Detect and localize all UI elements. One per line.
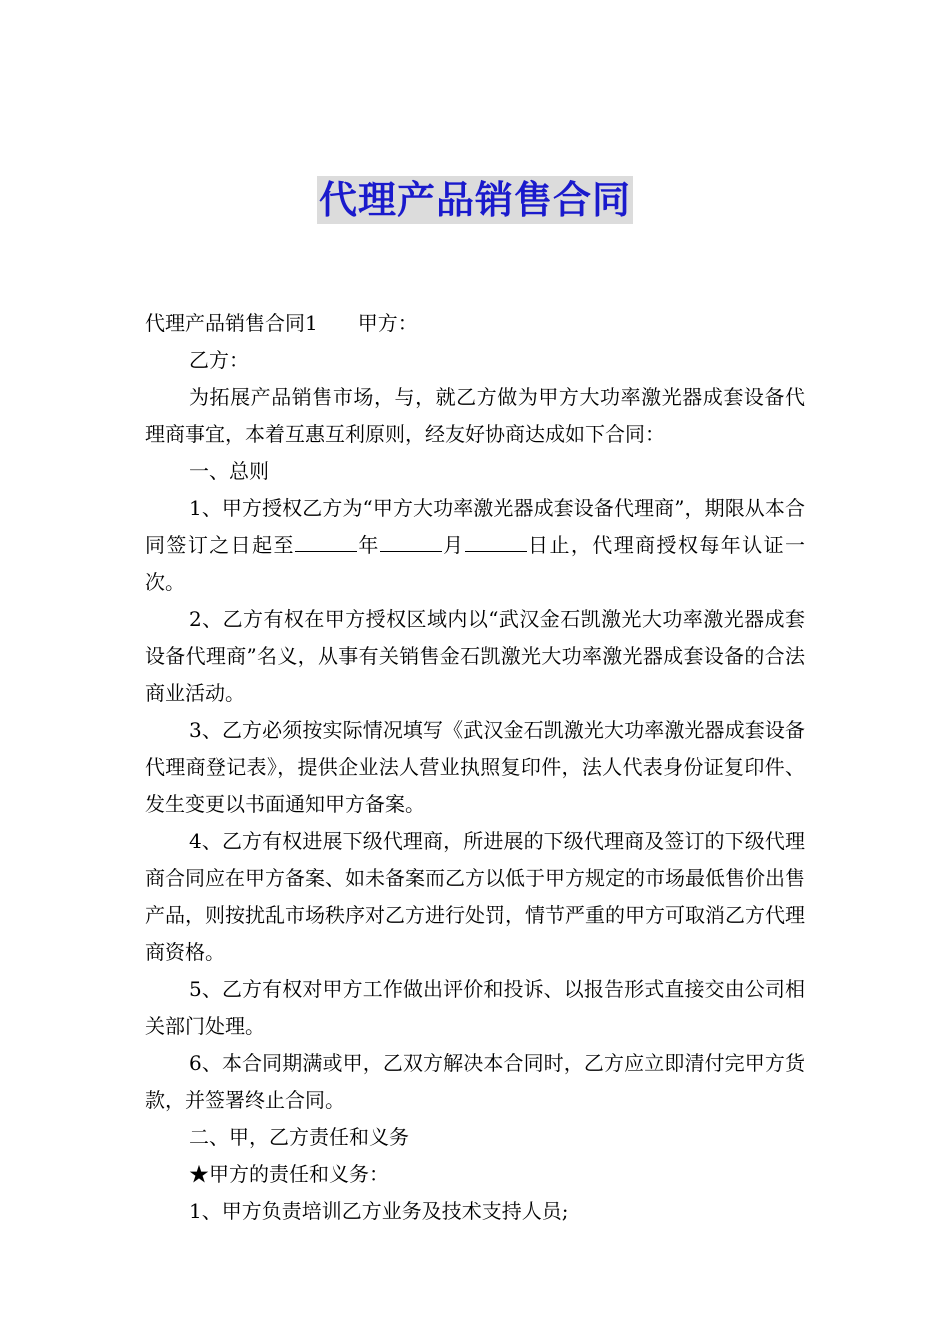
intro-paragraph: 为拓展产品销售市场，与，就乙方做为甲方大功率激光器成套设备代理商事宜，本着互惠互利原则，经友好协商达成如下合同： — [145, 385, 805, 446]
party-b-label: 乙方： — [189, 348, 249, 372]
month-label: 月 — [441, 533, 465, 557]
clause-1-text-end: 日止，代理商授权每年认证一次。 — [145, 533, 806, 594]
contract-label: 代理产品销售合同1 — [145, 311, 318, 335]
section-heading-duties: 二、甲，乙方责任和义务 — [189, 1125, 409, 1149]
clause-3: 3、乙方必须按实际情况填写《武汉金石凯激光大功率激光器成套设备代理商登记表》，提供企业法人营业执照复印件，法人代表身份证复印件、发生变更以书面通知甲方备案。 — [145, 718, 805, 816]
duty-1: 1、甲方负责培训乙方业务及技术支持人员; — [189, 1199, 569, 1223]
contract-header-line — [145, 305, 805, 342]
document-body — [145, 305, 805, 1230]
clause-6: 6、本合同期满或甲，乙双方解决本合同时，乙方应立即清付完甲方货款，并签署终止合同。 — [145, 1051, 805, 1112]
clause-4: 4、乙方有权进展下级代理商，所进展的下级代理商及签订的下级代理商合同应在甲方备案、如未备案而乙方以低于甲方规定的市场最低售价出售产品，则按扰乱市场秩序对乙方进行处罚，情节严重的甲方可取消乙方代理商资格。 — [145, 829, 805, 964]
clause-5: 5、乙方有权对甲方工作做出评价和投诉、以报告形式直接交由公司相关部门处理。 — [145, 977, 805, 1038]
year-label: 年 — [356, 533, 380, 557]
party-a-duties-heading: ★甲方的责任和义务： — [189, 1162, 389, 1186]
clause-1-text: 1、甲方授权乙方为“甲方大功率激光器成套设备代理商”，期限从本合同签订之日起至 — [145, 496, 805, 557]
clause-1 — [145, 490, 805, 601]
day-blank — [465, 533, 527, 552]
party-a-label: 甲方： — [357, 311, 418, 335]
year-blank — [295, 533, 357, 552]
section-heading-general: 一、总则 — [189, 459, 269, 483]
clause-2: 2、乙方有权在甲方授权区域内以“武汉金石凯激光大功率激光器成套设备代理商”名义，从事有关销售金石凯激光大功率激光器成套设备的合法商业活动。 — [145, 607, 805, 705]
month-blank — [380, 533, 442, 552]
document-title: 代理产品销售合同 — [318, 178, 631, 222]
title-container — [0, 176, 950, 224]
